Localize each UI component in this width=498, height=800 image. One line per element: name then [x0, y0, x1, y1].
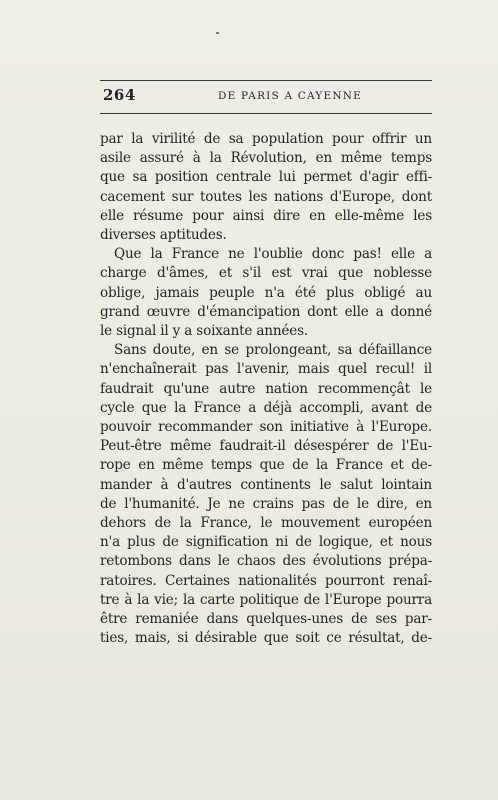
header-rule-top	[100, 80, 432, 81]
text-line: mander à d'autres continents le salut lointain	[100, 476, 432, 493]
text-line: ties, mais, si désirable que soit ce résultat, de-	[100, 630, 432, 647]
text-line: pouvoir recommander son initiative à l'Europe.	[100, 419, 432, 436]
text-line: tre à la vie; la carte politique de l'Europe pourra	[100, 591, 432, 608]
header-rule-bottom	[100, 113, 432, 114]
text-line: Que la France ne l'oublie donc pas! elle a	[114, 246, 432, 263]
text-line: rope en même temps que de la France et de-	[100, 457, 432, 474]
text-line: Peut-être même faudrait-il désespérer de l'Eu-	[100, 438, 432, 455]
text-line: cacement sur toutes les nations d'Europe, dont	[100, 188, 432, 205]
text-line: ratoires. Certaines nationalités pourront renaî-	[100, 572, 432, 589]
text-line: retombons dans le chaos des évolutions prépa-	[100, 553, 432, 570]
ink-speck	[216, 32, 219, 34]
text-line: n'a plus de signification ni de logique, et nous	[100, 534, 432, 551]
text-line: Sans doute, en se prolongeant, sa défaillance	[114, 342, 432, 359]
text-line: être remaniée dans quelques-unes de ses par-	[100, 611, 432, 628]
text-line: faudrait qu'une autre nation recommençât le	[100, 380, 432, 397]
page-number: 264	[103, 86, 136, 104]
text-line: n'enchaînerait pas l'avenir, mais quel recul! il	[100, 361, 432, 378]
text-line: que sa position centrale lui permet d'agir effi-	[100, 169, 432, 186]
text-line: elle résume pour ainsi dire en elle-même les	[100, 207, 432, 224]
text-line: par la virilité de sa population pour offrir un	[100, 131, 432, 147]
text-line: diverses aptitudes.	[100, 227, 227, 244]
text-line: charge d'âmes, et s'il est vrai que noblesse	[100, 265, 432, 282]
text-line: cycle que la France a déjà accompli, avant de	[100, 399, 432, 416]
text-line: de l'humanité. Je ne crains pas de le dire, en	[100, 495, 432, 512]
text-line: oblige, jamais peuple n'a été plus obligé au	[100, 284, 432, 301]
text-line: grand œuvre d'émancipation dont elle a donné	[100, 303, 432, 320]
body-text	[100, 130, 432, 648]
text-line: asile assuré à la Révolution, en même temps	[100, 150, 432, 167]
running-title: DE PARIS A CAYENNE	[217, 90, 363, 102]
text-line: le signal il y a soixante années.	[100, 323, 308, 340]
text-line: dehors de la France, le mouvement européen	[100, 515, 432, 532]
